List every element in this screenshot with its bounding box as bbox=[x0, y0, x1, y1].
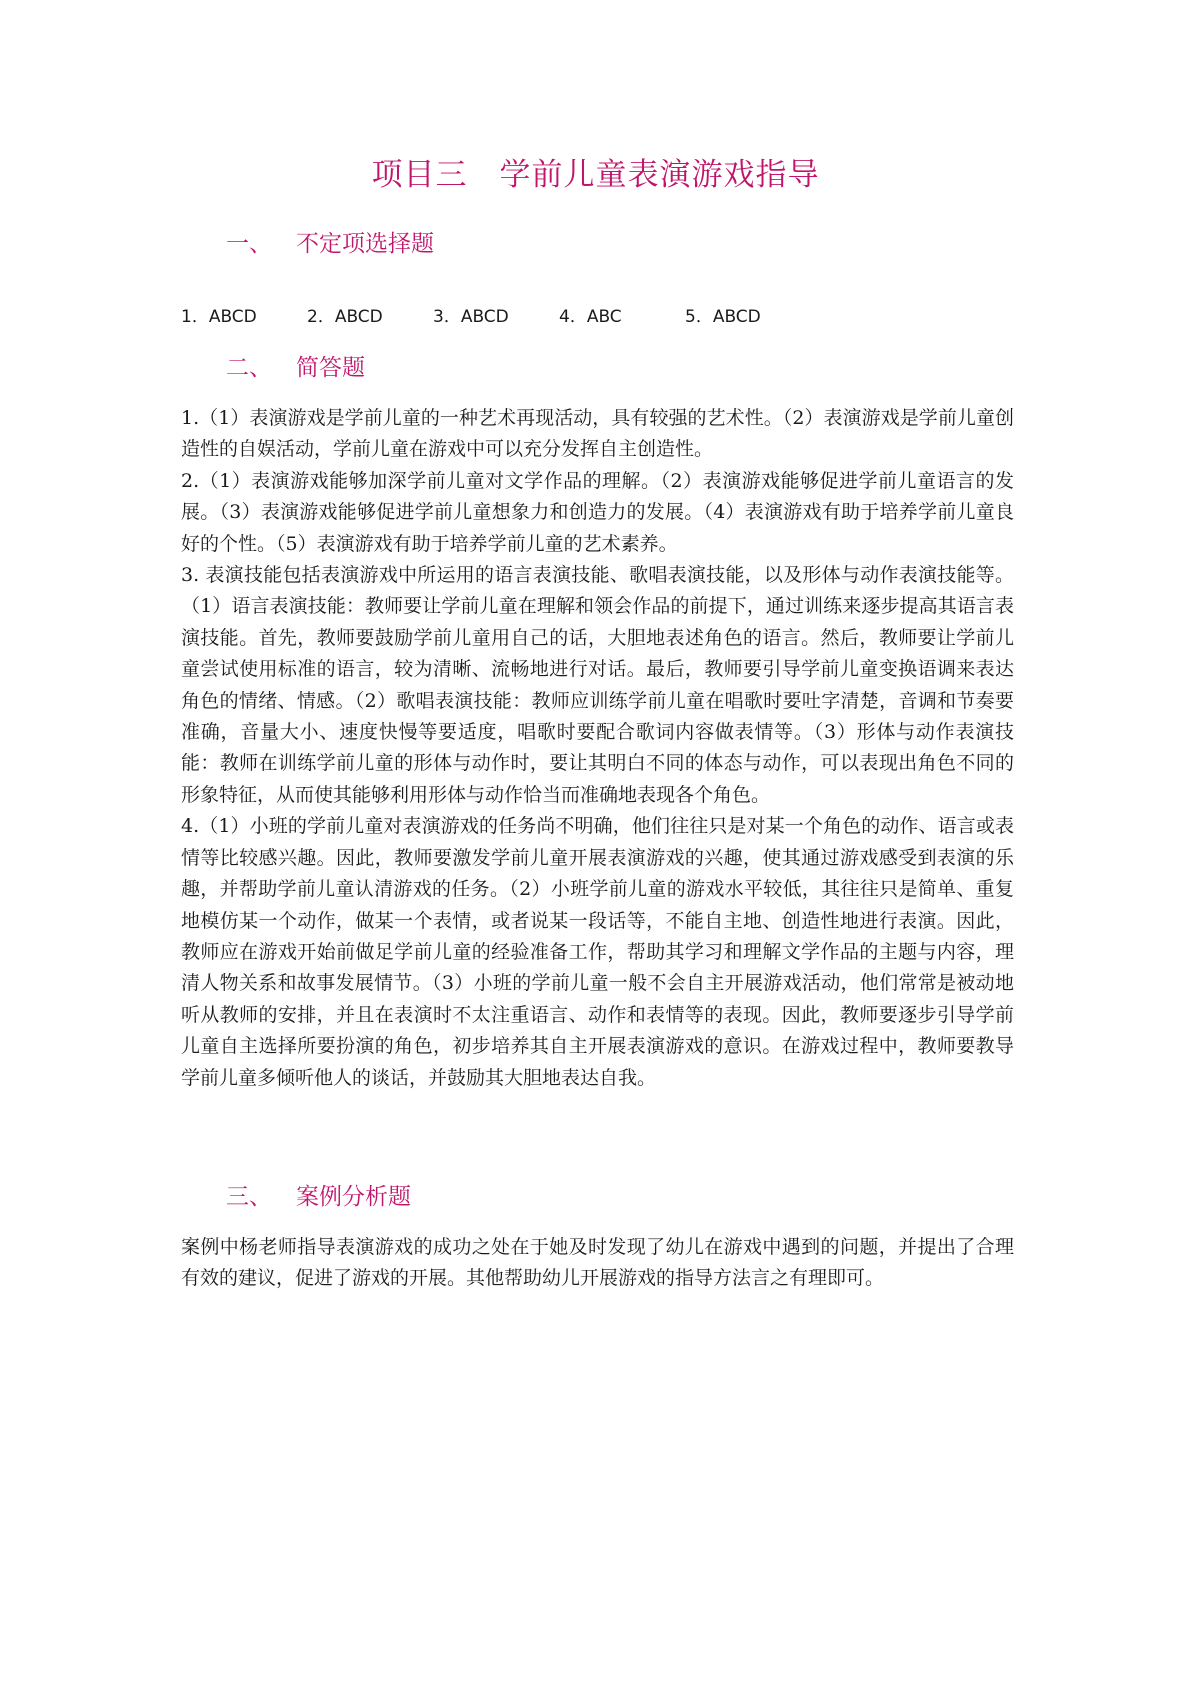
short-answer-block bbox=[181, 403, 1014, 1094]
short-answer-item: 2.（1）表演游戏能够加深学前儿童对文学作品的理解。（2）表演游戏能够促进学前儿童语言的发展。（3）表演游戏能够促进学前儿童想象力和创造力的发展。（4）表演游戏有助于培养学前儿童良好的个性。（5）表演游戏有助于培养学前儿童的艺术素养。 bbox=[181, 469, 1014, 555]
case-analysis-text: 案例中杨老师指导表演游戏的成功之处在于她及时发现了幼儿在游戏中遇到的问题，并提出了合理有效的建议，促进了游戏的开展。其他帮助幼儿开展游戏的指导方法言之有理即可。 bbox=[181, 1236, 1014, 1290]
answer-item: 4．ABC bbox=[559, 307, 622, 327]
document-title: 项目三 学前儿童表演游戏指导 bbox=[371, 157, 820, 193]
answer-item: 1．ABCD bbox=[181, 307, 257, 327]
section-3-title: 案例分析题 bbox=[296, 1184, 411, 1210]
section-2-heading bbox=[226, 353, 365, 383]
answer-item: 2．ABCD bbox=[307, 307, 383, 327]
section-1-number: 一、 bbox=[226, 231, 272, 257]
section-2-number: 二、 bbox=[226, 355, 272, 381]
section-1-title: 不定项选择题 bbox=[296, 231, 434, 257]
section-3-number: 三、 bbox=[226, 1184, 272, 1210]
short-answer-item: 1.（1）表演游戏是学前儿童的一种艺术再现活动，具有较强的艺术性。（2）表演游戏是学前儿童创造性的自娱活动，学前儿童在游戏中可以充分发挥自主创造性。 bbox=[181, 407, 1014, 461]
short-answer-item: 4.（1）小班的学前儿童对表演游戏的任务尚不明确，他们往往只是对某一个角色的动作、语言或表情等比较感兴趣。因此，教师要激发学前儿童开展表演游戏的兴趣，使其通过游戏感受到表演的乐趣，并帮助学前儿童认清游戏的任务。（2）小班学前儿童的游戏水平较低，其往往只是简单、重复地模仿某一个动作，做某一个表情，或者说某一段话等，不能自主地、创造性地进行表演。因此，教师应在游戏开始前做足学前儿童的经验准备工作，帮助其学习和理解文学作品的主题与内容，理清人物关系和故事发展情节。（3）小班的学前儿童一般不会自主开展游戏活动，他们常常是被动地听从教师的安排，并且在表演时不太注重语言、动作和表情等的表现。因此，教师要逐步引导学前儿童自主选择所要扮演的角色，初步培养其自主开展表演游戏的意识。在游戏过程中，教师要教导学前儿童多倾听他人的谈话，并鼓励其大胆地表达自我。 bbox=[181, 815, 1014, 1089]
multiple-choice-answers bbox=[181, 305, 761, 329]
section-3-heading bbox=[226, 1182, 411, 1212]
answer-item: 3．ABCD bbox=[433, 307, 509, 327]
section-1-heading bbox=[226, 229, 434, 259]
section-2-title: 简答题 bbox=[296, 355, 365, 381]
short-answer-item: 3. 表演技能包括表演游戏中所运用的语言表演技能、歌唱表演技能，以及形体与动作表演技能等。（1）语言表演技能：教师要让学前儿童在理解和领会作品的前提下，通过训练来逐步提高其语言表演技能。首先，教师要鼓励学前儿童用自己的话，大胆地表述角色的语言。然后，教师要让学前儿童尝试使用标准的语言，较为清晰、流畅地进行对话。最后，教师要引导学前儿童变换语调来表达角色的情绪、情感。（2）歌唱表演技能：教师应训练学前儿童在唱歌时要吐字清楚，音调和节奏要准确，音量大小、速度快慢等要适度，唱歌时要配合歌词内容做表情等。（3）形体与动作表演技能：教师在训练学前儿童的形体与动作时，要让其明白不同的体态与动作，可以表现出角色不同的形象特征，从而使其能够利用形体与动作恰当而准确地表现各个角色。 bbox=[181, 564, 1014, 806]
answer-item: 5．ABCD bbox=[685, 307, 761, 327]
